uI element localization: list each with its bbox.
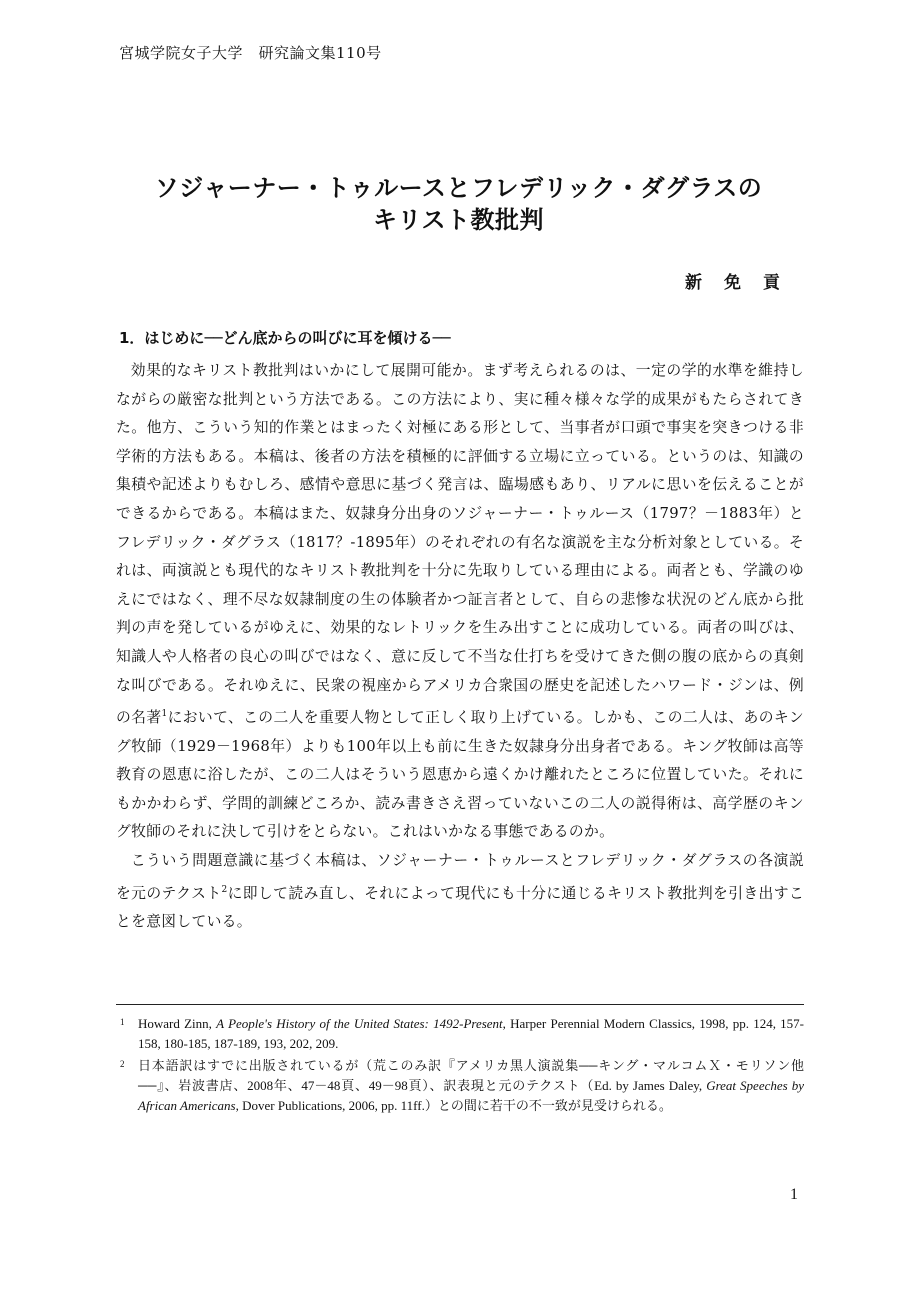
footnote-1-author: Howard Zinn,: [138, 1016, 217, 1031]
footnotes: [116, 1014, 804, 1118]
body-text: [116, 357, 804, 937]
footnote-2: [116, 1056, 804, 1116]
title-line-1: ソジャーナー・トゥルースとフレデリック・ダグラスの: [154, 174, 763, 202]
paragraph-1-part-b: において、この二人を重要人物として正しく取り上げている。しかも、この二人は、あのキング牧師（1929－1968年）よりも100年以上も前に生きた奴隷身分出身者である。キング牧師は高等教育の恩恵に浴したが、この二人はそういう恩恵から遠くかけ離れたところに位置していた。それにもかかわらず、学問的訓練どころか、読み書きさえ習っていないこの二人の説得術は、高学歴のキング牧師のそれに決して引けをとらない。これはいかなる事態であるのか。: [116, 709, 804, 841]
footnote-ref-2[interactable]: 2: [221, 884, 228, 895]
footnote-marker-2: 2: [120, 1059, 125, 1069]
paragraph-2-part-b: に即して読み直し、それによって現代にも十分に通じるキリスト教批判を引き出すことを意図している。: [116, 884, 804, 931]
footnote-divider: [116, 1004, 804, 1005]
page-number: 1: [790, 1186, 798, 1203]
footnote-1-rest: , Harper Perennial Modern Classics, 1998, pp. 124, 157-158, 180-185, 187-189, 193, 202, 209.: [138, 1016, 805, 1051]
paragraph-1: [116, 357, 804, 847]
running-header: 宮城学院女子大学 研究論文集110号: [119, 44, 382, 62]
paper-title: [0, 172, 917, 236]
section-heading: 1．はじめに──どん底からの叫びに耳を傾ける──: [119, 329, 451, 347]
paragraph-2: [116, 847, 804, 937]
title-line-2: キリスト教批判: [372, 206, 545, 234]
paragraph-1-part-a: 効果的なキリスト教批判はいかにして展開可能か。まず考えられるのは、一定の学的水準を維持しながらの厳密な批判という方法である。この方法により、実に種々様々な学的成果がもたらされてきた。他方、こういう知的作業とはまったく対極にある形として、当事者が口頭で事実を突きつける非学術的方法もある。本稿は、後者の方法を積極的に評価する立場に立っている。というのは、知識の集積や記述よりもむしろ、感情や意思に基づく発言は、臨場感もあり、リアルに思いを伝えることができるからである。本稿はまた、奴隷身分出身のソジャーナー・トゥルース（1797？－1883年）とフレデリック・ダグラス（1817？-1895年）のそれぞれの有名な演説を主な分析対象としている。それは、両演説とも現代的なキリスト教批判を十分に先取りしている理由による。両者とも、学識のゆえにではなく、理不尽な奴隷制度の生の体験者かつ証言者として、自らの悲惨な状況のどん底から批判の声を発しているがゆえに、効果的なレトリックを生み出すことに成功している。両者の叫びは、知識人や人格者の良心の叫びではなく、意に反して不当な仕打ちを受けてきた側の腹の底からの真剣な叫びである。それゆえに、民衆の視座からアメリカ合衆国の歴史を記述したハワード・ジンは、例の名著: [116, 362, 804, 727]
paragraph-2-part-a: こういう問題意識に基づく本稿は、ソジャーナー・トゥルースとフレデリック・ダグラスの各演説を元のテクスト: [116, 852, 804, 902]
footnote-1-title: A People's History of the United States: 1492-Present: [216, 1016, 503, 1031]
footnote-1: [116, 1014, 804, 1054]
footnote-2-text-b: , Dover Publications, 2006, pp. 11ff.）との間に若干の不一致が見受けられる。: [235, 1098, 672, 1113]
author-name: 新免貢: [685, 273, 802, 293]
footnote-2-title: Great Speeches by African Americans: [138, 1078, 804, 1113]
footnote-ref-1[interactable]: 1: [161, 709, 168, 720]
footnote-marker-1: 1: [120, 1017, 125, 1027]
footnote-2-text-a: 日本語訳はすでに出版されているが（荒このみ訳『アメリカ黒人演説集──キング・マルコムＸ・モリソン他──』、岩波書店、2008年、47－48頁、49－98頁）、訳表現と元のテクスト（Ed. by James Daley,: [138, 1058, 804, 1093]
